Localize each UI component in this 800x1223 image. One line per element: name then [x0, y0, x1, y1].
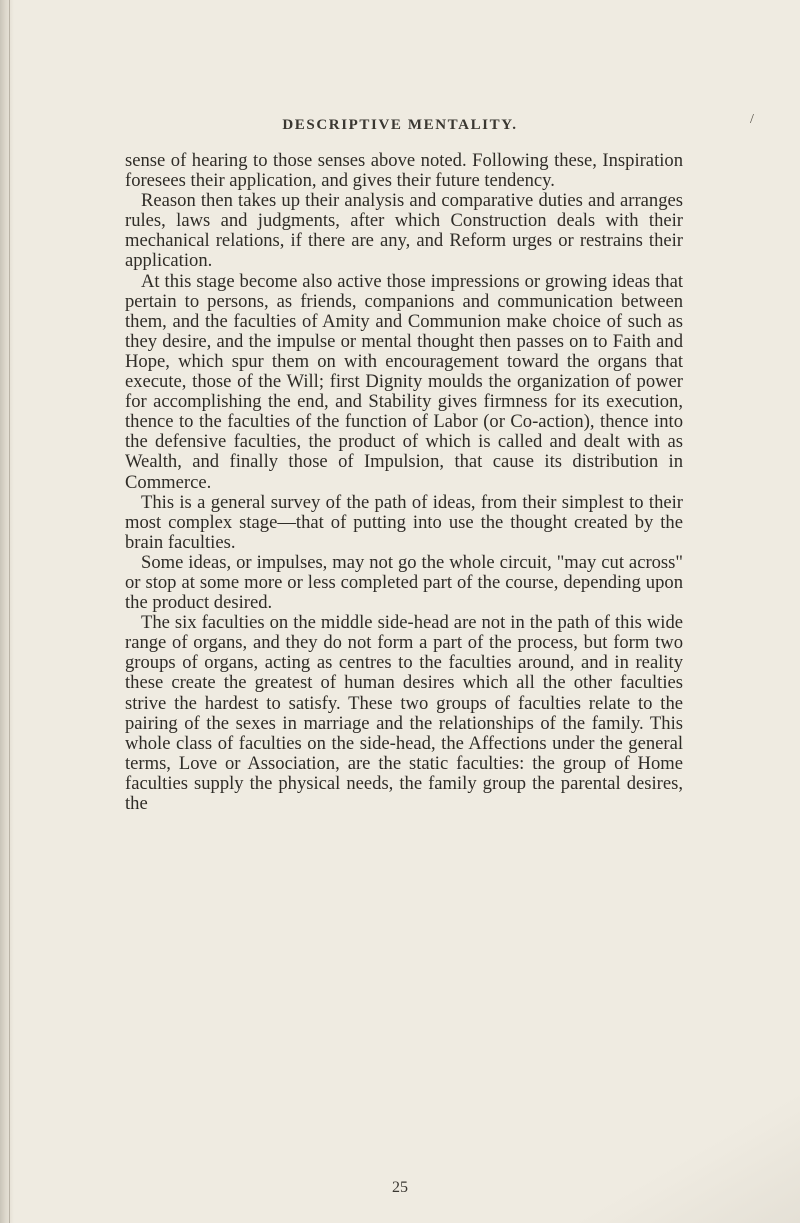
- page-binding-edge: [0, 0, 14, 1223]
- paragraph-4: This is a general survey of the path of ideas, from their simplest to their most complex stage—that of putting into use the thought created by the brain faculties.: [125, 491, 683, 553]
- paragraph-1: sense of hearing to those senses above noted. Following these, Inspiration foresees their application, and gives their future tendency.: [125, 150, 683, 192]
- page-number: 25: [392, 1179, 408, 1196]
- margin-mark: /: [750, 112, 754, 127]
- page-fold-shadow: [570, 1063, 800, 1223]
- running-head: DESCRIPTIVE MENTALITY.: [282, 117, 518, 133]
- paragraph-5: Some ideas, or impulses, may not go the whole circuit, "may cut across" or stop at some more or less completed part of the course, depending upon the product desired.: [125, 551, 683, 614]
- body-text: [125, 151, 683, 814]
- paragraph-6: The six faculties on the middle side-head are not in the path of this wide range of organs, and they do not form a part of the process, but form two groups of organs, acting as centres to the faculties around, and in reality these create the greatest of human desires which all the other faculties strive the hardest to satisfy. These two groups of faculties relate to the pairing of the sexes in marriage and the relationships of the family. This whole class of faculties on the side-head, the Affections under the general terms, Love or Association, are the static faculties: the group of Home faculties supply the physical needs, the family group the parental desires, the: [125, 612, 683, 814]
- page-binding-line: [9, 0, 10, 1223]
- paragraph-2: Reason then takes up their analysis and comparative duties and arranges rules, laws and judgments, after which Construction deals with their mechanical relations, if there are any, and Reform urges or restrains their application.: [125, 190, 683, 272]
- paragraph-3: At this stage become also active those impressions or growing ideas that pertain to persons, as friends, companions and communication between them, and the faculties of Amity and Communion make choice of such as they desire, and the impulse or mental thought then passes on to Faith and Hope, which spur them on with encouragement toward the organs that execute, those of the Will; first Dignity moulds the organization of power for accomplishing the end, and Stability gives firmness for its execution, thence to the faculties of the function of Labor (or Co-action), thence into the defensive faculties, the product of which is called and dealt with as Wealth, and finally those of Impulsion, that cause its distribution in Commerce.: [125, 270, 683, 493]
